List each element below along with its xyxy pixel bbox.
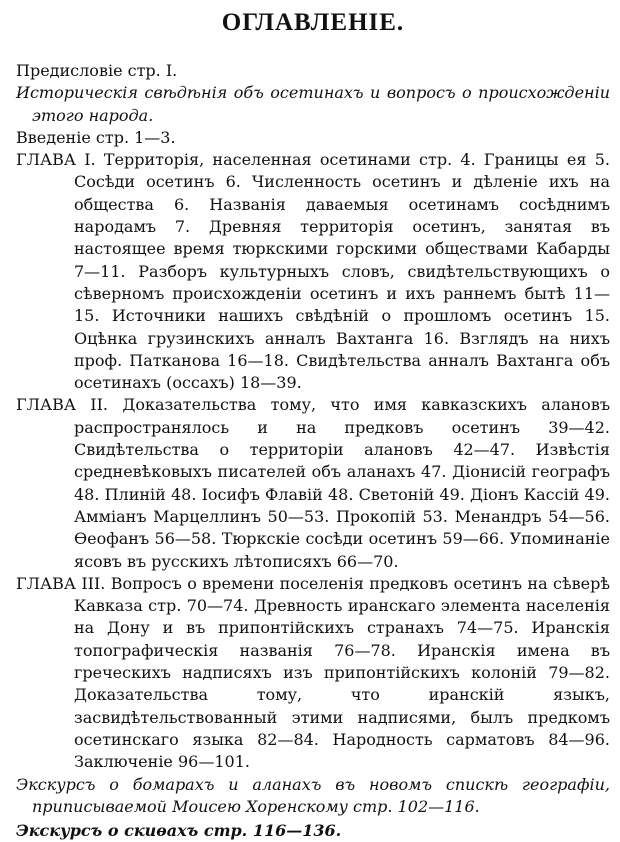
page-title: ОГЛАВЛЕНІЕ. [221, 9, 405, 36]
toc-entry-introduction: Введеніе стр. 1—3. [16, 127, 176, 147]
toc-entry-chapter-2: ГЛАВА II. Доказательства тому, что имя кавказскихъ алановъ распространялось и на предковъ осетинъ 39—42. Свидѣтельства о территоріи алановъ 42—47. Извѣстія средневѣковыхъ писателей объ аланахъ 47. Діонисій географъ 48. Плиній 48. Іосифъ Флавій 48. Светоній 49. Діонъ Кассій 49. Амміанъ Марцеллинъ 50—53. Прокопій 53. Менандръ 54—56. Ѳеофанъ 56—58. Тюркскіе сосѣди осетинъ 59—66. Упоминаніе ясовъ въ русскихъ лѣтописяхъ 66—70. [16, 395, 610, 571]
toc-entry-historical-info: Историческія свѣдѣнія объ осетинахъ и вопросъ о происхожденіи этого народа. [16, 83, 610, 125]
toc-entry-excursus-bomars: Экскурсъ о бомарахъ и аланахъ въ новомъ спискѣ географіи, приписываемой Моисею Хоренскому стр. 102—116. [16, 774, 610, 816]
toc-entry-chapter-1: ГЛАВА I. Территорія, населенная осетинами стр. 4. Границы ея 5. Сосѣди осетинъ 6. Численность осетинъ и дѣленіе ихъ на общества 6. Названія даваемыя осетинамъ сосѣднимъ народамъ 7. Древняя территорія осетинъ, занятая въ настоящее время тюркскими горскими обществами Кабарды 7—11. Разборъ культурныхъ словъ, свидѣтельствующихъ о сѣверномъ происхожденіи осетинъ и ихъ раннемъ бытѣ 11—15. Источники нашихъ свѣдѣній о прошломъ осетинъ 15. Оцѣнка грузинскихъ анналъ Вахтанга 16. Взглядъ на нихъ проф. Патканова 16—18. Свидѣтельства анналъ Вахтанга объ осетинахъ (оссахъ) 18—39. [16, 150, 610, 393]
toc-entry-excursus-scythians: Экскурсъ о скиѳахъ стр. 116—136. [16, 821, 342, 841]
toc-entry-preface: Предисловіе стр. I. [16, 61, 178, 80]
toc-entry-chapter-3: ГЛАВА III. Вопросъ о времени поселенія предковъ осетинъ на сѣверѣ Кавказа стр. 70—74. Древность иранскаго элемента населенія на Дону и въ припонтійскихъ странахъ 74—75. Иранскія топографическія названія 76—78. Иранскія имена въ греческихъ надписяхъ изъ припонтійскихъ колоній 79—82. Доказательства тому, что иранскій языкъ, засвидѣтельствованный этими надписями, былъ предкомъ осетинскаго языка 82—84. Народность сарматовъ 84—96. Заключеніе 96—101. [16, 573, 610, 772]
